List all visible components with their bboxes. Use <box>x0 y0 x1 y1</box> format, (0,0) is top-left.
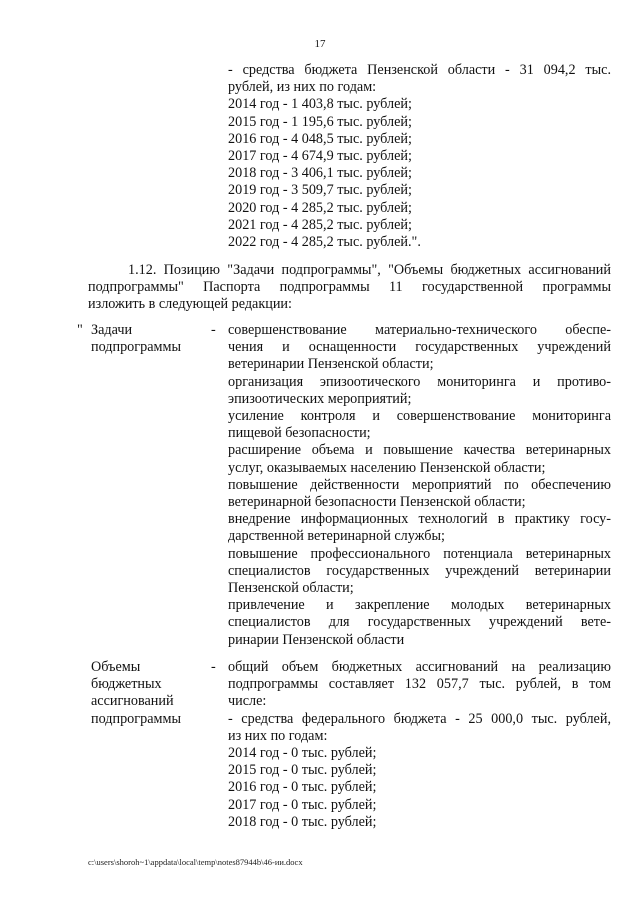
value-line: - средства федерального бюджета - 25 000,0 тыс. рублей, <box>228 710 611 727</box>
row-value-budget <box>228 659 611 831</box>
value-line: дарственной ветеринарной службы; <box>228 528 445 545</box>
value-line: 2014 год - 0 тыс. рублей; <box>228 745 377 762</box>
page-number: 17 <box>314 38 326 50</box>
value-line: 2017 год - 0 тыс. рублей; <box>228 796 377 813</box>
value-line: специалистов государственных учреждений ветеринарии <box>228 562 611 579</box>
label-line: Объемы <box>91 659 141 675</box>
label-line: Задачи <box>91 322 133 338</box>
value-line: совершенствование материально-технического обеспе- <box>228 322 611 338</box>
value-line: подпрограммы составляет 132 057,7 тыс. рублей, в том <box>228 676 611 693</box>
value-line: 2015 год - 0 тыс. рублей; <box>228 762 377 779</box>
value-line: расширение объема и повышение качества ветеринарных <box>228 442 611 459</box>
value-line: повышение действенности мероприятий по обеспечению <box>228 476 611 493</box>
row-label-tasks <box>91 322 211 356</box>
text-line: 2014 год - 1 403,8 тыс. рублей; <box>228 96 412 113</box>
value-line: пищевой безопасности; <box>228 425 371 442</box>
value-line: числе: <box>228 693 267 710</box>
text-line: изложить в следующей редакции: <box>88 296 292 313</box>
text-line: 2016 год - 4 048,5 тыс. рублей; <box>228 130 412 147</box>
value-line: из них по годам: <box>228 727 328 744</box>
value-line: общий объем бюджетных ассигнований на реализацию <box>228 659 611 675</box>
row-value-tasks <box>228 322 611 649</box>
label-line: подпрограммы <box>91 339 181 356</box>
text-line: 2019 год - 3 509,7 тыс. рублей; <box>228 182 412 199</box>
value-line: ветеринарной безопасности Пензенской области; <box>228 494 526 511</box>
text-line: 2020 год - 4 285,2 тыс. рублей; <box>228 199 412 216</box>
value-line: 2016 год - 0 тыс. рублей; <box>228 779 377 796</box>
value-line: Пензенской области; <box>228 580 354 597</box>
open-quote-mark: " <box>77 322 83 338</box>
value-line: усиление контроля и совершенствование мониторинга <box>228 408 611 425</box>
row-dash: - <box>211 322 216 338</box>
value-line: повышение профессионального потенциала ветеринарных <box>228 545 611 562</box>
value-line: специалистов для государственных учреждений вете- <box>228 614 611 631</box>
text-line: 2017 год - 4 674,9 тыс. рублей; <box>228 148 412 165</box>
text-line: 2021 год - 4 285,2 тыс. рублей; <box>228 216 412 233</box>
row-dash: - <box>211 659 216 675</box>
value-line: 2018 год - 0 тыс. рублей; <box>228 813 377 830</box>
row-label-budget <box>91 659 211 728</box>
label-line: бюджетных <box>91 676 162 693</box>
value-line: организация эпизоотического мониторинга и противо- <box>228 373 611 390</box>
value-line: эпизоотических мероприятий; <box>228 390 412 407</box>
text-line: 2018 год - 3 406,1 тыс. рублей; <box>228 165 412 182</box>
text-line: подпрограммы" Паспорта подпрограммы 11 государственной программы <box>88 279 611 296</box>
value-line: привлечение и закрепление молодых ветеринарных <box>228 597 611 614</box>
label-line: подпрограммы <box>91 710 181 727</box>
value-line: внедрение информационных технологий в практику госу- <box>228 511 611 528</box>
label-line: ассигнований <box>91 693 174 710</box>
budget-by-year-block <box>228 62 611 251</box>
text-line: 1.12. Позицию "Задачи подпрограммы", "Объемы бюджетных ассигнований <box>128 262 611 278</box>
value-line: услуг, оказываемых населению Пензенской области; <box>228 459 546 476</box>
value-line: чения и оснащенности государственных учреждений <box>228 339 611 356</box>
text-line: 2022 год - 4 285,2 тыс. рублей.". <box>228 234 421 251</box>
text-line: 2015 год - 1 195,6 тыс. рублей; <box>228 113 412 130</box>
value-line: ветеринарии Пензенской области; <box>228 356 434 373</box>
text-line: - средства бюджета Пензенской области - 31 094,2 тыс. <box>228 62 611 78</box>
footer-file-path: c:\users\shoroh~1\appdata\local\temp\notes87944b\46-ии.docx <box>88 857 303 867</box>
section-paragraph <box>88 262 611 314</box>
text-line: рублей, из них по годам: <box>228 79 377 96</box>
value-line: ринарии Пензенской области <box>228 631 405 648</box>
